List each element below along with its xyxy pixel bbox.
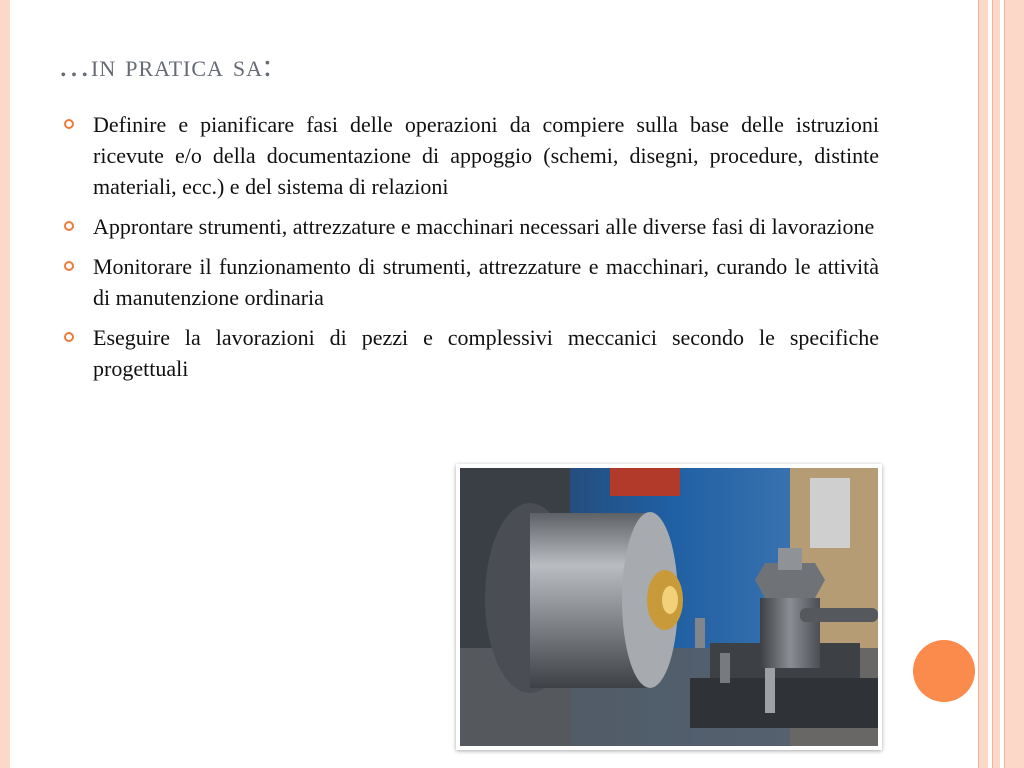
decorative-orange-circle xyxy=(913,640,975,702)
bullet-icon xyxy=(64,332,74,342)
lathe-photo-illustration xyxy=(460,468,878,746)
bullet-item xyxy=(64,109,879,202)
bullet-text: Approntare strumenti, attrezzature e macchinari necessari alle diverse fasi di lavorazione xyxy=(93,214,875,239)
bullet-item xyxy=(64,211,879,242)
bullet-item xyxy=(64,251,879,313)
bullet-item xyxy=(64,322,879,384)
bullet-text: Eseguire la lavorazioni di pezzi e complessivi meccanici secondo le specifiche progettuali xyxy=(93,325,879,381)
bullet-icon xyxy=(64,119,74,129)
bullet-text: Definire e pianificare fasi delle operazioni da compiere sulla base delle istruzioni ricevute e/o della documentazione di appoggio (schemi, disegni, procedure, distinte materiali, ecc.) e del sistema di relazioni xyxy=(93,112,879,199)
right-decorative-stripe xyxy=(1004,0,1024,768)
bullet-text: Monitorare il funzionamento di strumenti, attrezzature e macchinari, curando le attività di manutenzione ordinaria xyxy=(93,254,879,310)
slide-title: …in pratica sa: xyxy=(58,47,273,83)
bullet-icon xyxy=(64,221,74,231)
bullet-icon xyxy=(64,261,74,271)
bullet-list xyxy=(64,109,879,393)
lathe-photo xyxy=(456,464,882,750)
